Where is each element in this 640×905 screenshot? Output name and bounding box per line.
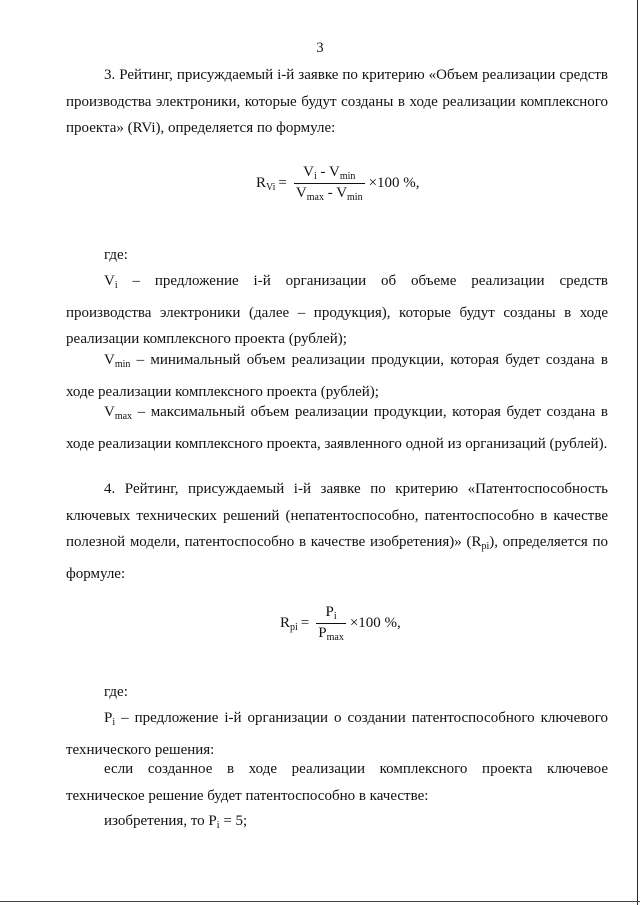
formula-rpi-denominator: $P_{max}$ bbox=[318, 625, 344, 643]
criterion-4-intro: 4. Рейтинг, присуждаемый i-й заявке по критерию «Патентоспособность ключевых технических решений (непатентоспособно, патентоспособно в качестве полезной модели, патентоспособно в качестве изобретения)» $(R_{pi})$, определяется по формуле: bbox=[66, 481, 608, 582]
formula-rvi-lhs: $R_{Vi}$ bbox=[256, 174, 276, 193]
formula-rpi-lhs: $R_{pi}$ bbox=[280, 614, 298, 633]
formula-rvi: $R_{Vi}$ = $\frac{V_i - V_{min}}{V_{max} - V_{min}}$ ×100 %, bbox=[256, 164, 420, 203]
scan-edge-right bbox=[637, 0, 638, 905]
formula-rpi-numerator: $P_i$ bbox=[325, 604, 337, 622]
definition-vmax: $V_{max}$ – максимальный объем реализации продукции, которая будет создана в ходе реализации комплексного проекта, заявленного одной из организаций (рублей). bbox=[66, 404, 608, 452]
where-label-2: где: bbox=[104, 684, 128, 700]
page-number: 3 bbox=[316, 40, 324, 56]
where-label-1: где: bbox=[104, 247, 128, 263]
criterion-3-intro: 3. Рейтинг, присуждаемый i-й заявке по критерию «Объем реализации средств производства электроники, которые будут созданы в ходе реализации комплексного проекта» (RVi), определяется по формуле: bbox=[66, 67, 608, 136]
formula-rpi: $R_{pi}$ = $\frac{P_i}{P_{max}}$ ×100 %, bbox=[280, 604, 401, 643]
definition-pi: $P_i$ – предложение i-й организации о создании патентоспособного ключевого технического решения: bbox=[66, 710, 608, 758]
formula-rvi-tail: ×100 %, bbox=[368, 175, 420, 191]
formula-rvi-denominator: $V_{max} - V_{min}$ bbox=[295, 185, 363, 203]
definition-vi: $V_i$ – предложение i-й организации об объеме реализации средств производства электроники (далее – продукция), которые будут созданы в ходе реализации комплексного проекта (рублей); bbox=[66, 273, 608, 347]
formula-rvi-fraction bbox=[294, 164, 365, 203]
invention-case: изобретения, то $P_i = 5$; bbox=[104, 813, 248, 831]
formula-rpi-tail: ×100 %, bbox=[349, 615, 401, 631]
formula-rvi-numerator: $V_i - V_{min}$ bbox=[303, 164, 356, 182]
formula-rpi-fraction bbox=[316, 604, 346, 643]
scan-edge-bottom bbox=[0, 901, 640, 902]
definition-vmin: $V_{min}$ – минимальный объем реализации продукции, которая будет создана в ходе реализации комплексного проекта (рублей); bbox=[66, 352, 608, 400]
condition-text: если созданное в ходе реализации комплексного проекта ключевое техническое решение будет патентоспособно в качестве: bbox=[66, 761, 608, 804]
